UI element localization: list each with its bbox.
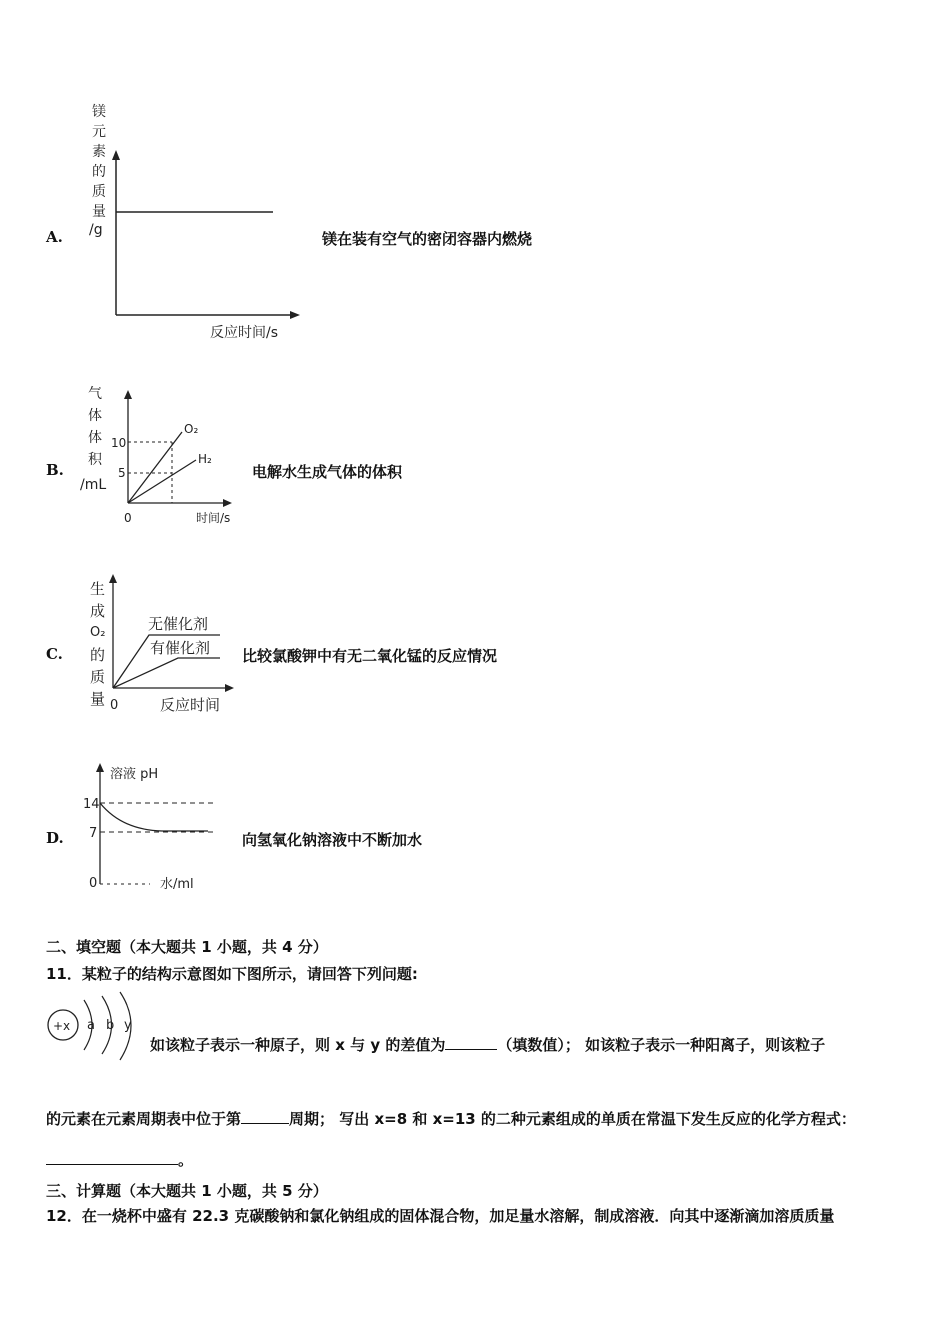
option-b-desc: 电解水生成气体的体积 <box>252 463 403 481</box>
b-ylabel-1: 体 <box>88 408 102 424</box>
b-x-arrow <box>223 499 232 507</box>
option-a-letter: A. <box>46 228 63 246</box>
c-ylabel-3: 的 <box>90 646 106 664</box>
b-tick-5: 5 <box>118 466 126 480</box>
q11-stem: 11．某粒子的结构示意图如下图所示，请回答下列问题: <box>46 965 418 983</box>
q11-line1-part2: （填数值）； 如该粒子表示一种阳离子，则该粒子 <box>497 1036 826 1054</box>
q11-blank-1[interactable] <box>445 1035 497 1050</box>
c-y-arrow <box>109 574 117 583</box>
d-ph-curve <box>100 803 208 831</box>
option-d-letter: D. <box>46 829 64 847</box>
option-c-desc: 比较氯酸钾中有无二氧化锰的反应情况 <box>242 647 498 665</box>
b-line-h2 <box>128 460 196 503</box>
c-ylabel-4: 质 <box>90 668 106 686</box>
shell-1-count: a <box>87 1018 95 1033</box>
d-y-arrow <box>96 763 104 772</box>
b-ylabel-3: 积 <box>88 452 102 468</box>
a-ylabel-6: /g <box>89 222 103 238</box>
q11-line3-end: 。 <box>178 1151 194 1169</box>
q11-blank-3[interactable] <box>46 1150 178 1165</box>
c-x-arrow <box>225 684 234 692</box>
particle-structure-diagram <box>44 990 144 1066</box>
d-xlabel: 水/ml <box>160 877 194 892</box>
c-origin: 0 <box>110 698 119 713</box>
c-xlabel: 反应时间 <box>160 696 221 714</box>
shell-3-count: y <box>124 1018 132 1033</box>
a-y-arrow <box>112 150 120 160</box>
c-ylabel-5: 量 <box>90 690 106 708</box>
d-ylabel: 溶液 pH <box>110 767 159 782</box>
section3-title: 三、计算题（本大题共 1 小题，共 5 分） <box>46 1182 328 1200</box>
c-ylabel-0: 生 <box>90 580 106 598</box>
b-ylabel-4: /mL <box>80 477 107 493</box>
a-ylabel-3: 的 <box>92 164 106 180</box>
b-ylabel-2: 体 <box>88 430 102 446</box>
q11-line2-part1: 的元素在元素周期表中位于第 <box>46 1110 242 1128</box>
c-curve-catalyst <box>113 658 220 688</box>
a-ylabel-2: 素 <box>92 144 106 160</box>
a-ylabel-4: 质 <box>92 184 106 200</box>
b-label-o2: O₂ <box>184 422 199 436</box>
b-tick-10: 10 <box>111 436 127 450</box>
d-tick-14: 14 <box>83 797 100 812</box>
a-ylabel-0: 镁 <box>92 104 106 120</box>
option-a-desc: 镁在装有空气的密闭容器内燃烧 <box>322 230 533 248</box>
c-label-catalyst: 有催化剂 <box>150 639 211 657</box>
a-ylabel-5: 量 <box>92 204 106 220</box>
nucleus-label: +x <box>53 1019 71 1033</box>
c-ylabel-2: O₂ <box>90 625 106 640</box>
b-xlabel: 时间/s <box>196 511 231 525</box>
q11-line2 <box>46 1108 856 1129</box>
section2-title: 二、填空题（本大题共 1 小题，共 4 分） <box>46 938 328 956</box>
q11-line2-part2: 周期； 写出 x=8 和 x=13 的二种元素组成的单质在常温下发生反应的化学方程式： <box>289 1110 856 1128</box>
option-c-letter: C. <box>46 645 63 663</box>
b-label-h2: H₂ <box>198 452 212 466</box>
c-ylabel-1: 成 <box>90 602 106 620</box>
d-tick-7: 7 <box>89 826 98 841</box>
a-xlabel: 反应时间/s <box>210 325 279 341</box>
q11-line1 <box>150 1034 825 1055</box>
q12-stem: 12．在一烧杯中盛有 22.3 克碳酸钠和氯化钠组成的固体混合物，加足量水溶解，制成溶液．向其中逐渐滴加溶质质量 <box>46 1207 835 1225</box>
q11-line3 <box>46 1149 193 1170</box>
b-y-arrow <box>124 390 132 399</box>
b-ylabel-0: 气 <box>88 386 102 402</box>
chart-b <box>78 380 248 530</box>
q11-line1-part1: 如该粒子表示一种原子，则 x 与 y 的差值为 <box>150 1036 446 1054</box>
option-d-desc: 向氢氧化钠溶液中不断加水 <box>242 831 423 849</box>
shell-2-count: b <box>106 1018 115 1033</box>
d-origin: 0 <box>89 876 98 891</box>
option-b-letter: B. <box>46 461 64 479</box>
b-origin: 0 <box>124 511 132 525</box>
a-ylabel-1: 元 <box>92 124 106 140</box>
c-label-no-catalyst: 无催化剂 <box>148 615 209 633</box>
chart-a <box>80 100 310 345</box>
b-line-o2 <box>128 432 182 503</box>
a-x-arrow <box>290 311 300 319</box>
chart-c <box>82 568 247 718</box>
q11-blank-2[interactable] <box>241 1109 289 1124</box>
chart-d <box>80 756 230 896</box>
